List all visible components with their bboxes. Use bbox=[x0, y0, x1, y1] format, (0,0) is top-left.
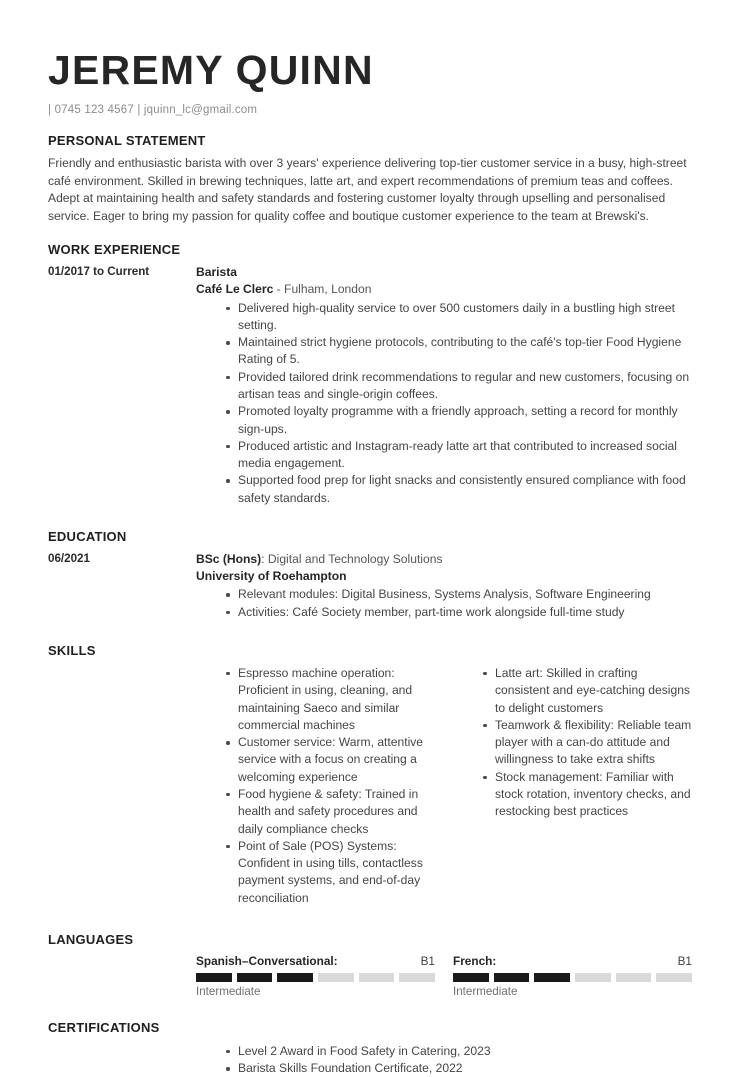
language-header-spanish bbox=[196, 954, 435, 968]
section-heading-skills: SKILLS bbox=[48, 642, 96, 658]
list-item: Promoted loyalty programme with a friendly approach, setting a record for monthly sign-ups. bbox=[226, 403, 692, 438]
skills-body bbox=[48, 665, 692, 907]
proficiency-segment bbox=[237, 973, 273, 982]
resume-header bbox=[48, 47, 692, 116]
list-item: Latte art: Skilled in crafting consistent and eye-catching designs to delight customers bbox=[483, 665, 692, 717]
list-item: Teamwork & flexibility: Reliable team player with a can-do attitude and willingness to take extra shifts bbox=[483, 717, 692, 769]
skills-column-right bbox=[453, 665, 692, 907]
education-bullets bbox=[196, 586, 692, 621]
skills-column-left bbox=[196, 665, 435, 907]
languages-left-spacer bbox=[48, 954, 196, 998]
work-entry-location: - Fulham, London bbox=[273, 282, 372, 297]
section-languages bbox=[48, 932, 692, 998]
section-heading-languages: LANGUAGES bbox=[48, 931, 134, 947]
education-entry bbox=[48, 551, 692, 621]
language-name: Spanish–Conversational: bbox=[196, 953, 338, 968]
language-header-french bbox=[453, 954, 692, 968]
languages-body bbox=[48, 954, 692, 998]
work-entry bbox=[48, 264, 692, 507]
work-entry-date: 01/2017 to Current bbox=[48, 265, 150, 279]
education-institution: University of Roehampton bbox=[196, 569, 347, 584]
contact-line: | 0745 123 4567 | jquinn_lc@gmail.com bbox=[48, 104, 258, 116]
list-item: Produced artistic and Instagram-ready latte art that contributed to increased social media engagement. bbox=[226, 438, 692, 473]
list-item: Relevant modules: Digital Business, Systems Analysis, Software Engineering bbox=[226, 586, 692, 603]
list-item: Level 2 Award in Food Safety in Catering, 2023 bbox=[226, 1043, 692, 1060]
certifications-list bbox=[196, 1043, 692, 1077]
section-personal-statement bbox=[48, 133, 692, 225]
education-entry-date: 06/2021 bbox=[48, 551, 90, 565]
work-entry-organization-line bbox=[196, 281, 692, 299]
list-item: Food hygiene & safety: Trained in health and safety procedures and daily compliance checks bbox=[226, 786, 435, 838]
list-item: Espresso machine operation: Proficient in using, cleaning, and maintaining Saeco and similar commercial machines bbox=[226, 665, 435, 734]
personal-statement-text: Friendly and enthusiastic barista with over 3 years' experience delivering top-tier customer service in a busy, high-street café environment. Skilled in brewing techniques, latte art, and expert recommendations of premium teas and coffees. Adept at maintaining health and safety standards and fostering customer loyalty through upselling and personalised service. Eager to bring my passion for quality coffee and boutique customer experience to the team at Brewski's. bbox=[48, 156, 687, 223]
section-work-experience bbox=[48, 242, 692, 507]
proficiency-segment bbox=[656, 973, 692, 982]
section-heading-personal-statement: PERSONAL STATEMENT bbox=[48, 133, 206, 148]
list-item: Provided tailored drink recommendations to regular and new customers, focusing on artisan teas and single-origin coffees. bbox=[226, 369, 692, 404]
proficiency-segment bbox=[616, 973, 652, 982]
proficiency-segment bbox=[196, 973, 232, 982]
proficiency-segment bbox=[318, 973, 354, 982]
language-item-spanish bbox=[196, 954, 435, 998]
skills-left-list bbox=[196, 665, 435, 907]
language-item-french bbox=[453, 954, 692, 998]
language-proficiency-bar-french bbox=[453, 973, 692, 982]
proficiency-segment bbox=[399, 973, 435, 982]
list-item: Maintained strict hygiene protocols, contributing to the café's top-tier Food Hygiene Rating of 5. bbox=[226, 334, 692, 369]
proficiency-segment bbox=[575, 973, 611, 982]
work-entry-bullets bbox=[196, 300, 692, 507]
work-entry-title: Barista bbox=[196, 265, 238, 280]
section-education bbox=[48, 529, 692, 621]
section-certifications bbox=[48, 1020, 692, 1077]
list-item: Point of Sale (POS) Systems: Confident in using tills, contactless payment systems, and end-of-day reconciliation bbox=[226, 838, 435, 907]
language-proficiency-bar-spanish bbox=[196, 973, 435, 982]
proficiency-segment bbox=[494, 973, 530, 982]
proficiency-segment bbox=[277, 973, 313, 982]
list-item: Customer service: Warm, attentive service with a focus on creating a welcoming experience bbox=[226, 734, 435, 786]
list-item: Barista Skills Foundation Certificate, 2022 bbox=[226, 1060, 692, 1077]
certifications-left-spacer bbox=[48, 1042, 196, 1077]
education-entry-body bbox=[196, 551, 692, 621]
skills-right-list bbox=[453, 665, 692, 821]
work-entry-organization: Café Le Clerc bbox=[196, 282, 274, 297]
proficiency-segment bbox=[453, 973, 489, 982]
education-degree-subject: : Digital and Technology Solutions bbox=[261, 551, 443, 566]
work-entry-body bbox=[196, 264, 692, 507]
education-degree-label: BSc (Hons) bbox=[196, 551, 262, 566]
list-item: Stock management: Familiar with stock rotation, inventory checks, and restocking best practices bbox=[483, 769, 692, 821]
language-level-badge: B1 bbox=[677, 953, 692, 968]
language-name: French: bbox=[453, 953, 497, 968]
languages-columns bbox=[196, 954, 692, 998]
language-description: Intermediate bbox=[196, 984, 261, 998]
list-item: Supported food prep for light snacks and consistently ensured compliance with food safety standards. bbox=[226, 472, 692, 507]
proficiency-segment bbox=[534, 973, 570, 982]
proficiency-segment bbox=[359, 973, 395, 982]
skills-columns bbox=[196, 665, 692, 907]
section-skills bbox=[48, 643, 692, 907]
list-item: Activities: Café Society member, part-time work alongside full-time study bbox=[226, 604, 692, 621]
certifications-body bbox=[48, 1042, 692, 1077]
section-heading-work-experience: WORK EXPERIENCE bbox=[48, 242, 181, 258]
list-item: Delivered high-quality service to over 500 customers daily in a bustling high street setting. bbox=[226, 300, 692, 335]
section-heading-education: EDUCATION bbox=[48, 528, 127, 544]
certifications-list-wrap bbox=[196, 1042, 692, 1077]
language-description: Intermediate bbox=[453, 984, 518, 998]
language-level-badge: B1 bbox=[420, 953, 435, 968]
education-degree-line bbox=[196, 551, 692, 569]
candidate-name: JEREMY QUINN bbox=[48, 47, 374, 93]
skills-left-spacer bbox=[48, 665, 196, 907]
section-heading-certifications: CERTIFICATIONS bbox=[48, 1019, 160, 1035]
